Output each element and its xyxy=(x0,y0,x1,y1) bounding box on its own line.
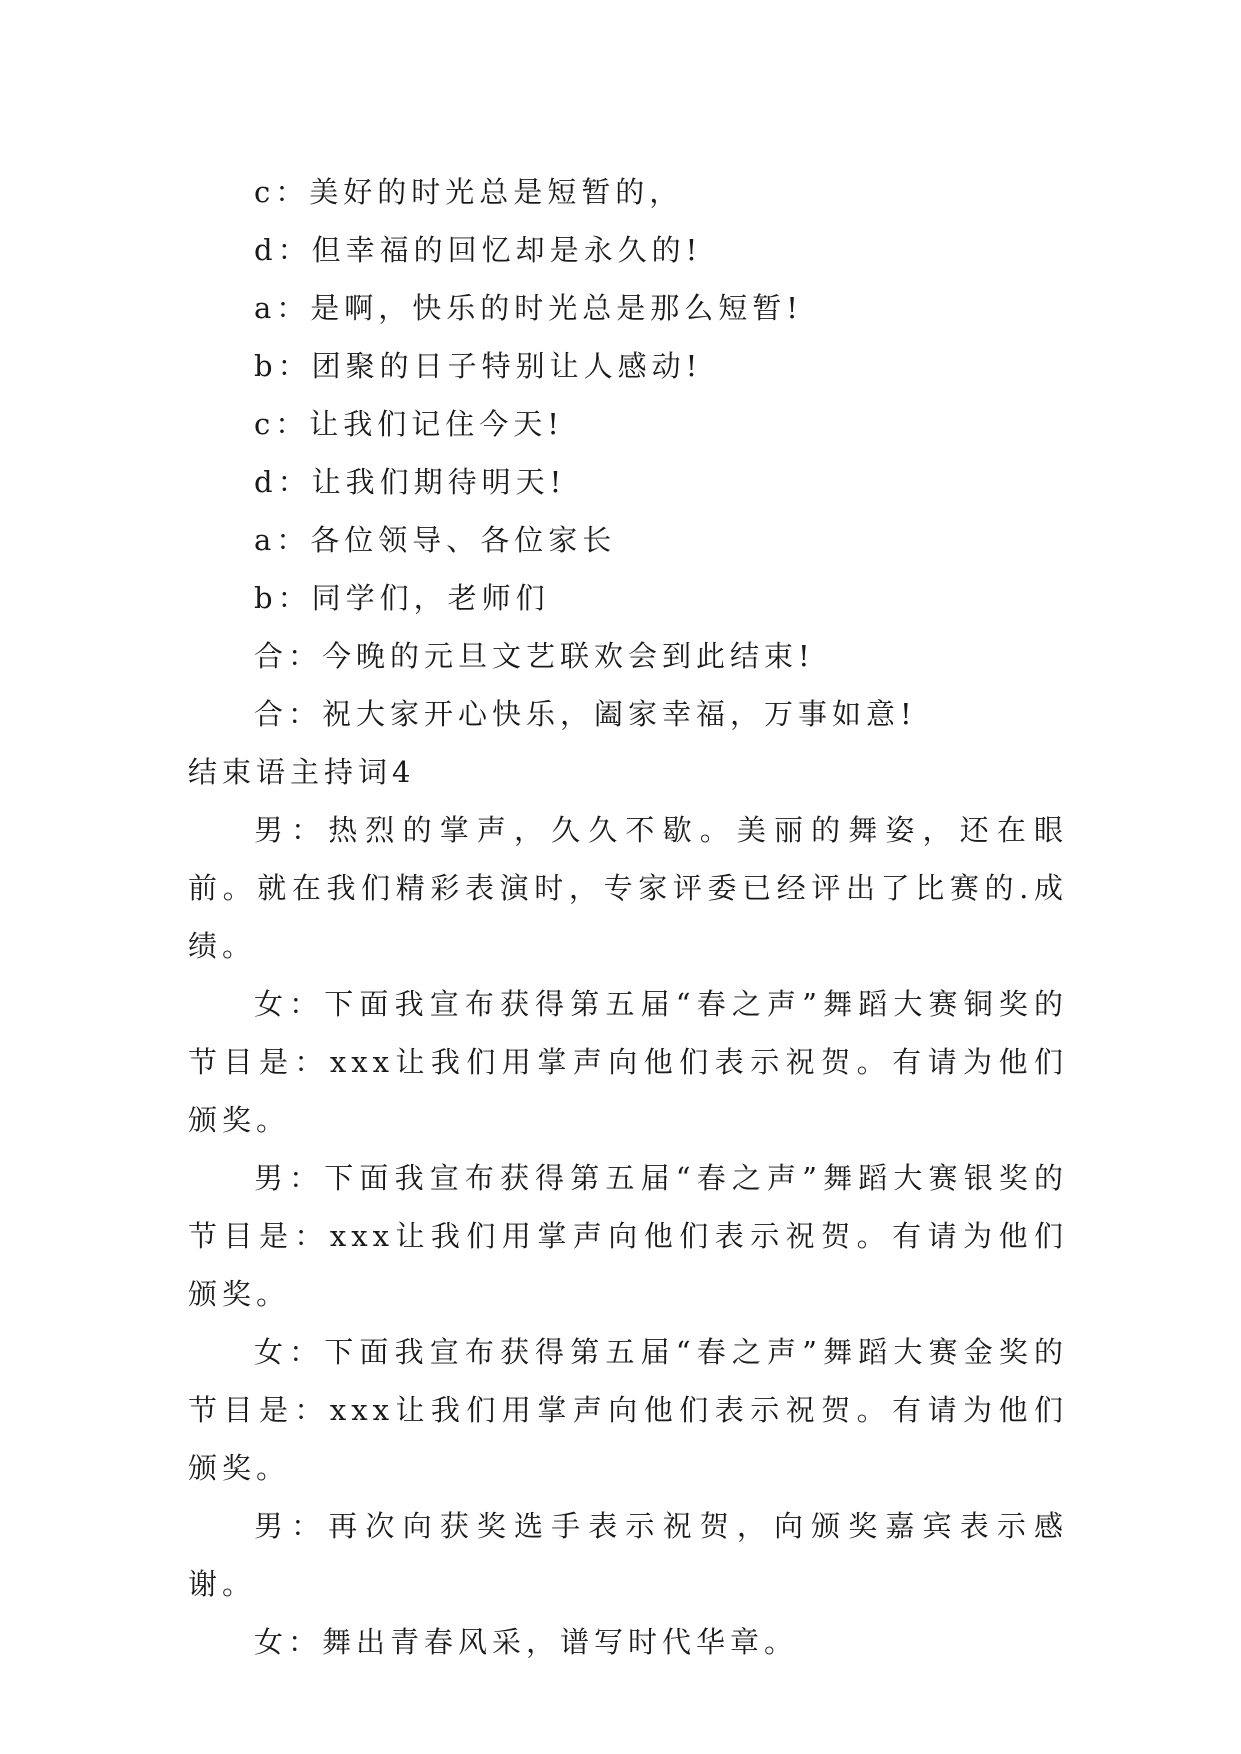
dialogue-line: b：同学们，老师们 xyxy=(254,581,550,615)
paragraph: 女：下面我宣布获得第五届“春之声”舞蹈大赛铜奖的节目是：xxx让我们用掌声向他们表示祝贺。有请为他们颁奖。 xyxy=(188,987,1068,1137)
dialogue-line: c：让我们记住今天! xyxy=(254,407,564,441)
dialogue-line: a：是啊，快乐的时光总是那么短暂! xyxy=(254,291,803,325)
dialogue-line: d：让我们期待明天! xyxy=(254,465,567,499)
dialogue-line: 合：祝大家开心快乐，阖家幸福，万事如意! xyxy=(254,697,917,731)
paragraph: 男：下面我宣布获得第五届“春之声”舞蹈大赛银奖的节目是：xxx让我们用掌声向他们表示祝贺。有请为他们颁奖。 xyxy=(188,1161,1068,1311)
dialogue-line: c：美好的时光总是短暂的， xyxy=(254,175,684,209)
paragraph: 女：下面我宣布获得第五届“春之声”舞蹈大赛金奖的节目是：xxx让我们用掌声向他们表示祝贺。有请为他们颁奖。 xyxy=(188,1335,1068,1485)
dialogue-line: 合：今晚的元旦文艺联欢会到此结束! xyxy=(254,639,815,673)
dialogue-line: a：各位领导、各位家长 xyxy=(254,523,617,557)
dialogue-line: d：但幸福的回忆却是永久的! xyxy=(254,233,703,267)
paragraph: 女：舞出青春风采，谱写时代华章。 xyxy=(254,1625,799,1659)
paragraph: 男：热烈的掌声，久久不歇。美丽的舞姿，还在眼前。就在我们精彩表演时，专家评委已经评出了比赛的.成绩。 xyxy=(188,813,1068,963)
document-page xyxy=(188,163,1068,1671)
paragraph: 男：再次向获奖选手表示祝贺，向颁奖嘉宾表示感谢。 xyxy=(188,1509,1068,1601)
dialogue-line: b：团聚的日子特别让人感动! xyxy=(254,349,703,383)
section-heading: 结束语主持词4 xyxy=(188,755,416,789)
